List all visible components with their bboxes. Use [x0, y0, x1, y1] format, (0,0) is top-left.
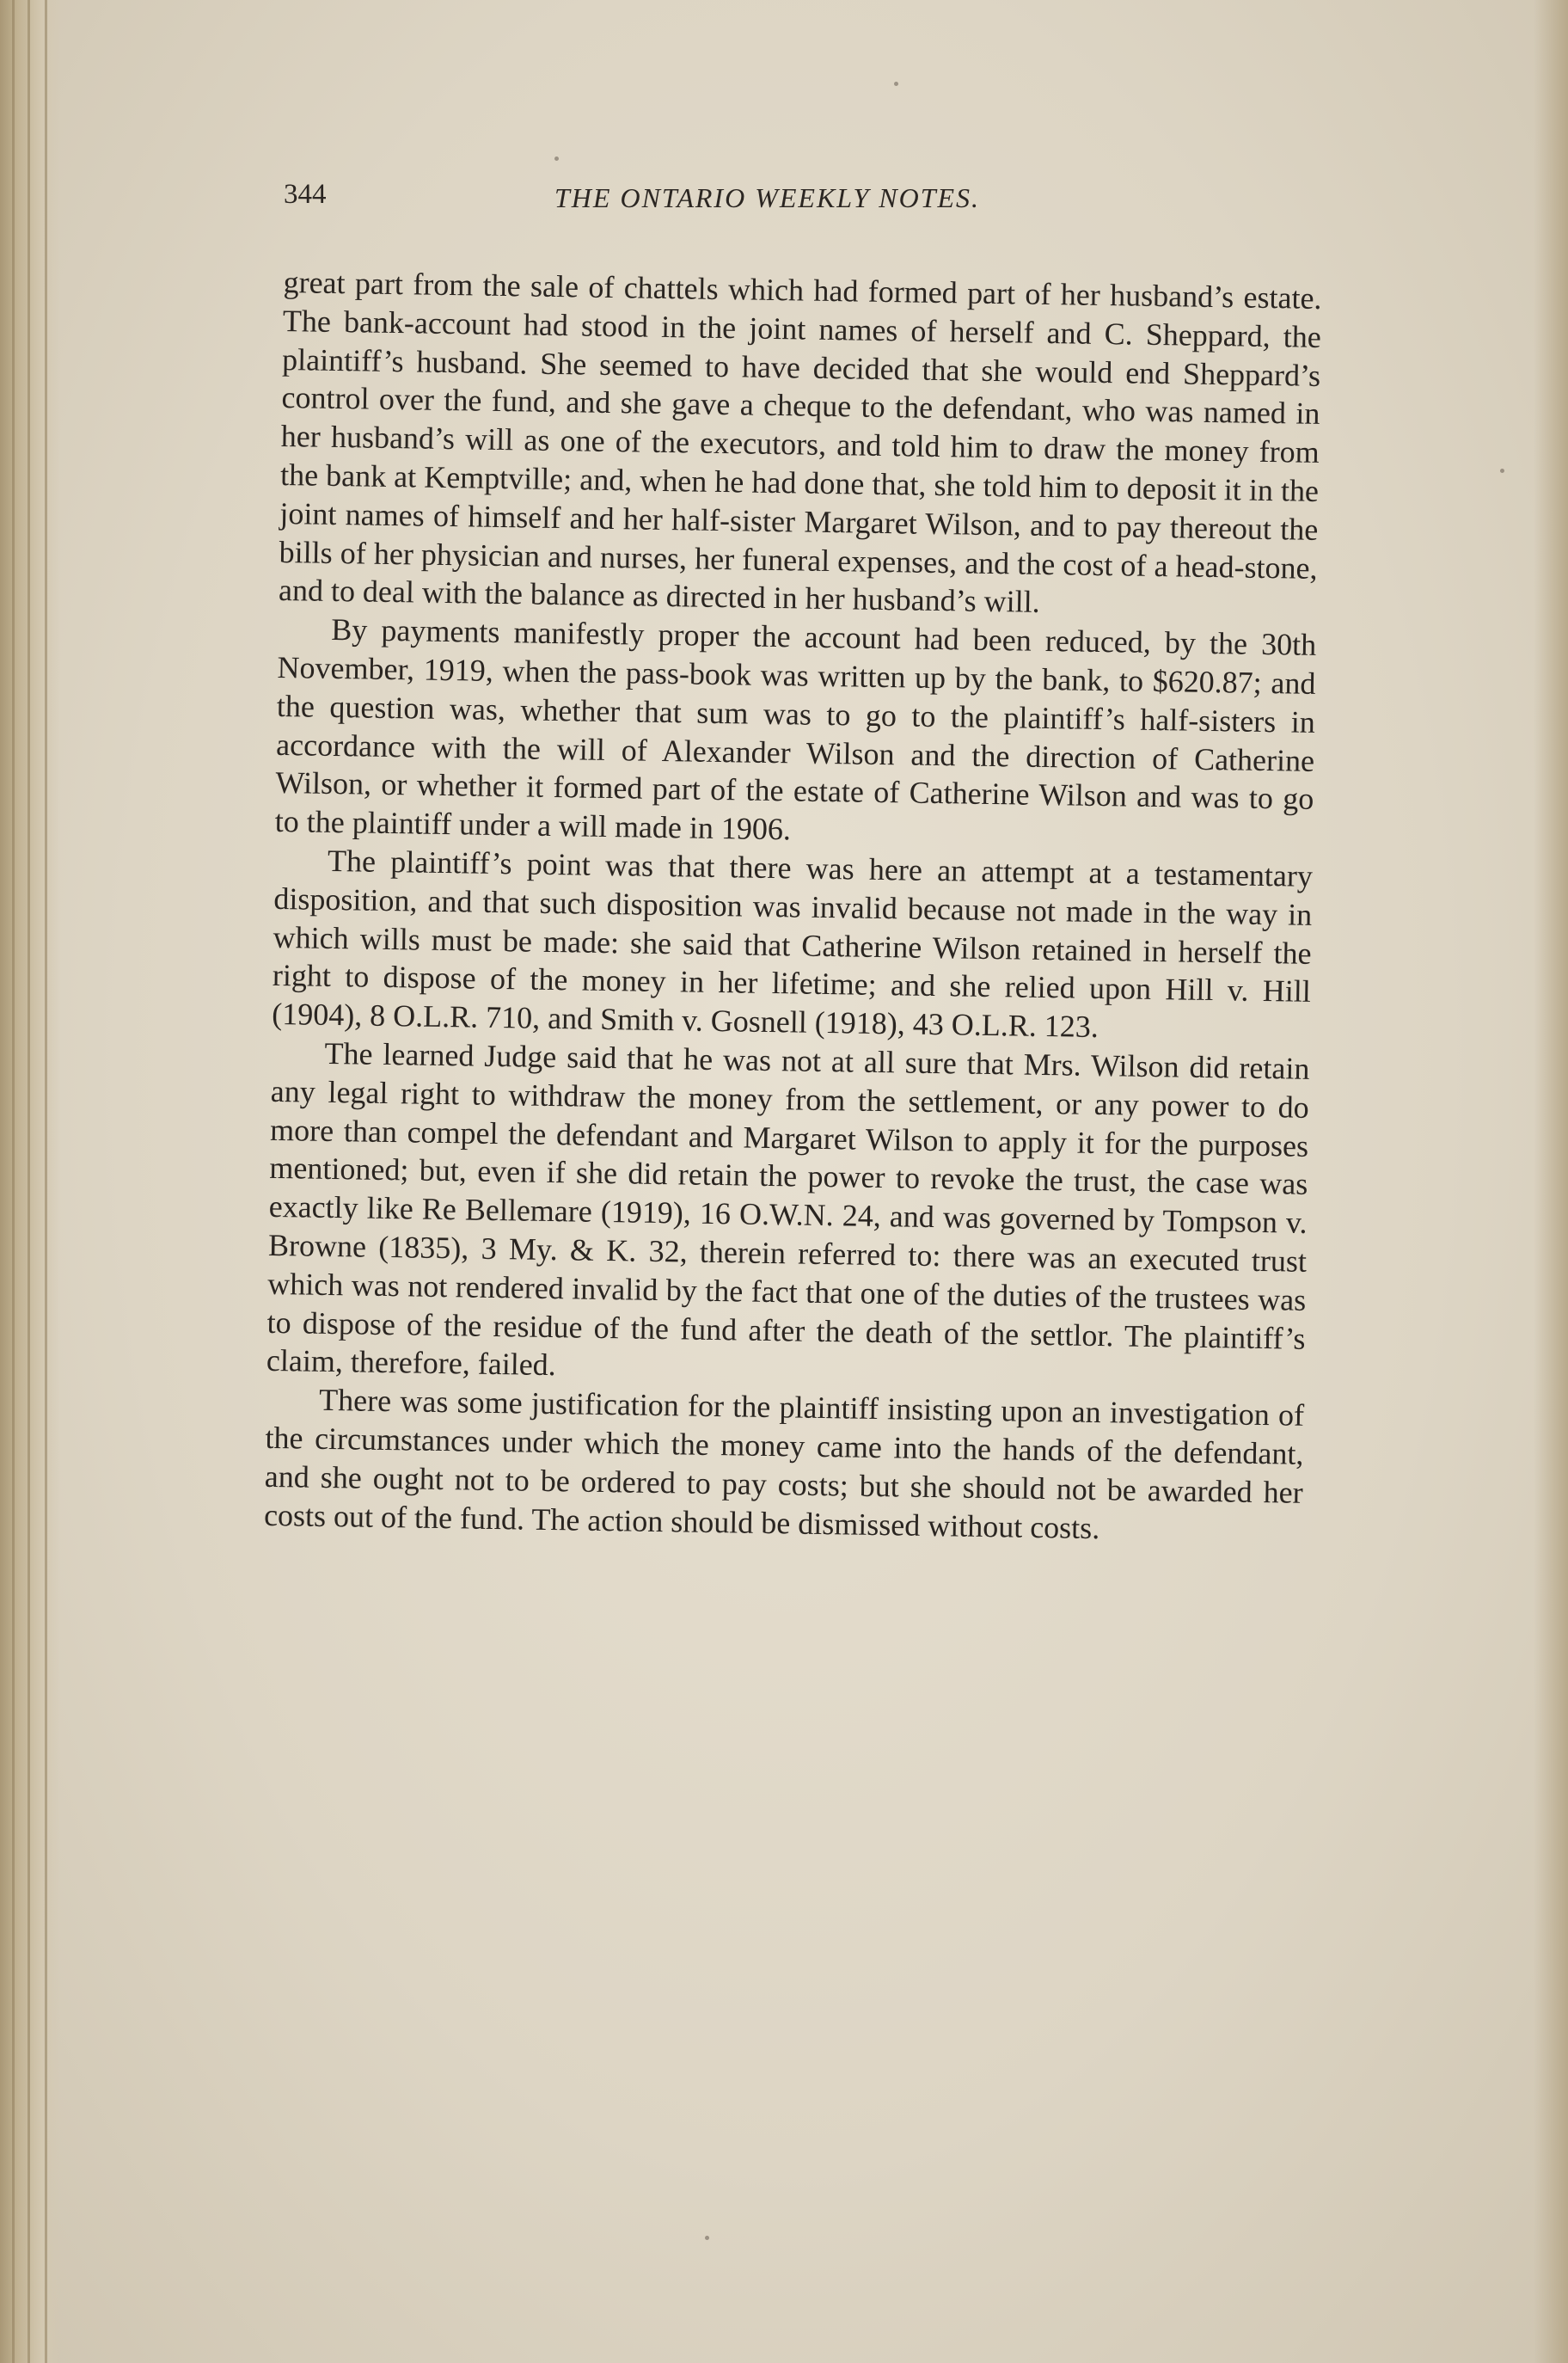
- binding-line: [45, 0, 47, 2363]
- paragraph: The plaintiff’s point was that there was here an attempt at a testamentary disposition, and that such disposition was invalid because not made in the way in which wills must be made: she said that Catherine Wilson retained in herself the right to dispose of the money in her lifetime; and she relied upon Hill v. Hill (1904), 8 O.L.R. 710, and Smith v. Gosnell (1918), 43 O.L.R. 123.: [271, 843, 1314, 1045]
- paper-speck: [1500, 469, 1504, 473]
- paper-speck: [894, 82, 898, 86]
- binding-line: [28, 0, 30, 2363]
- page-header: [284, 179, 1332, 230]
- paragraph: By payments manifestly proper the account had been reduced, by the 30th November, 1919, when the pass-book was written up by the bank, to $620.87; and the question was, whether that sum was to go to the plaintiff’s half-sisters in accordance with the will of Alexander Wilson and the direction of Catherine Wilson, or whether it formed part of the estate of Catherine Wilson and was to go to the plaintiff under a will made in 1906.: [274, 612, 1317, 847]
- running-title: THE ONTARIO WEEKLY NOTES.: [554, 182, 981, 213]
- paragraph: great part from the sale of chattels which had formed part of her husband’s estate. The bank-account had stood in the joint names of herself and C. Sheppard, the plaintiff’s husband. She seemed to have decided that she would end Sheppard’s control over the fund, and she gave a cheque to the defendant, who was named in her husband’s will as one of the executors, and told him to draw the money from the bank at Kemptville; and, when he had done that, she told him to deposit it in the joint names of himself and her half-sister Margaret Wilson, and to pay thereout the bills of her physician and nurses, her funeral expenses, and the cost of a head-stone, and to deal with the balance as directed in her husband’s will.: [278, 264, 1322, 620]
- binding-line: [12, 0, 15, 2363]
- binding-shadow: [0, 0, 60, 2363]
- page-edge-shadow: [1534, 0, 1568, 2363]
- paper-speck: [705, 2236, 709, 2240]
- body-text: [264, 263, 1322, 1550]
- paragraph: The learned Judge said that he was not at all sure that Mrs. Wilson did retain any legal right to withdraw the money from the settlement, or any power to do more than compel the defendant and Margaret Wilson to apply it for the purposes mentioned; but, even if she did retain the power to revoke the trust, the case was exactly like Re Bellemare (1919), 16 O.W.N. 24, and was governed by Tompson v. Browne (1835), 3 My. & K. 32, therein referred to: there was an executed trust which was not rendered invalid by the fact that one of the duties of the trustees was to dispose of the residue of the fund after the death of the settlor. The plaintiff’s claim, therefore, failed.: [266, 1035, 1310, 1383]
- paragraph: There was some justification for the plaintiff insisting upon an investigation of the circumstances under which the money came into the hands of the defendant, and she ought not to be ordered to pay costs; but she should not be awarded her costs out of the fund. The action should be dismissed without costs.: [263, 1382, 1305, 1545]
- paper-speck: [554, 157, 559, 161]
- page-number: 344: [284, 179, 327, 210]
